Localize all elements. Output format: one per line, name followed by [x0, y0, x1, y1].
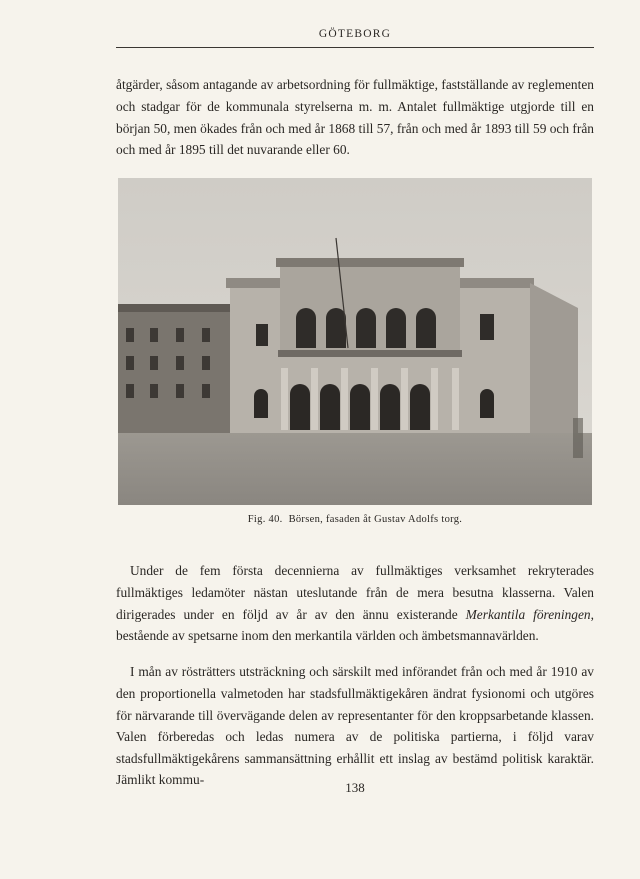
paragraph-2-text-before: Under de fem första decennierna av fullmäktiges verksamhet rekryterades fullmäktiges ledamöter nästan uteslutande från de mera besutna klasserna. Valen dirigerades under en följd av år av den ännu existerande — [116, 563, 594, 622]
paragraph-2-italic-organization: Merkantila föreningen — [465, 606, 591, 622]
figure-label: Fig. 40. — [247, 514, 283, 525]
paragraph-3: I mån av rösträtters utsträckning och särskilt med införandet från och med år 1910 av den proportionella valmetoden har stadsfullmäktigekåren ändrat fysionomi och utgöres för närvarande till övervägande delen av representanter för den kroppsarbetande klassen. Valen förberedas och ledas numera av de politiska partierna, i följd varav stadsfullmäktigekårens sammansättning erhållit ett inslag av bestämd politisk karaktär. Jämlikt kommu- — [116, 664, 594, 788]
figure-caption — [116, 514, 594, 525]
header-rule — [116, 47, 594, 48]
figure-caption-text: Börsen, fasaden åt Gustav Adolfs torg. — [288, 514, 463, 525]
paragraph-2 — [116, 560, 594, 646]
paragraph-2-text-after: , bestående av spetsarne inom den merkantila världen och ämbetsmannavärlden. — [116, 606, 594, 644]
paragraph-1: åtgärder, såsom antagande av arbetsordning för fullmäktige, fastställande av reglementen och stadgar för de kommunala styrelserna m. m. Antalet fullmäktige utgjorde till en början 50, men ökades från och med år 1868 till 57, från och med år 1893 till 59 och från och med år 1895 till det nuvarande eller 60. — [116, 77, 594, 158]
running-header: GÖTEBORG — [318, 28, 392, 40]
page-number: 138 — [345, 780, 365, 795]
photo-borsen-facade — [118, 178, 592, 505]
